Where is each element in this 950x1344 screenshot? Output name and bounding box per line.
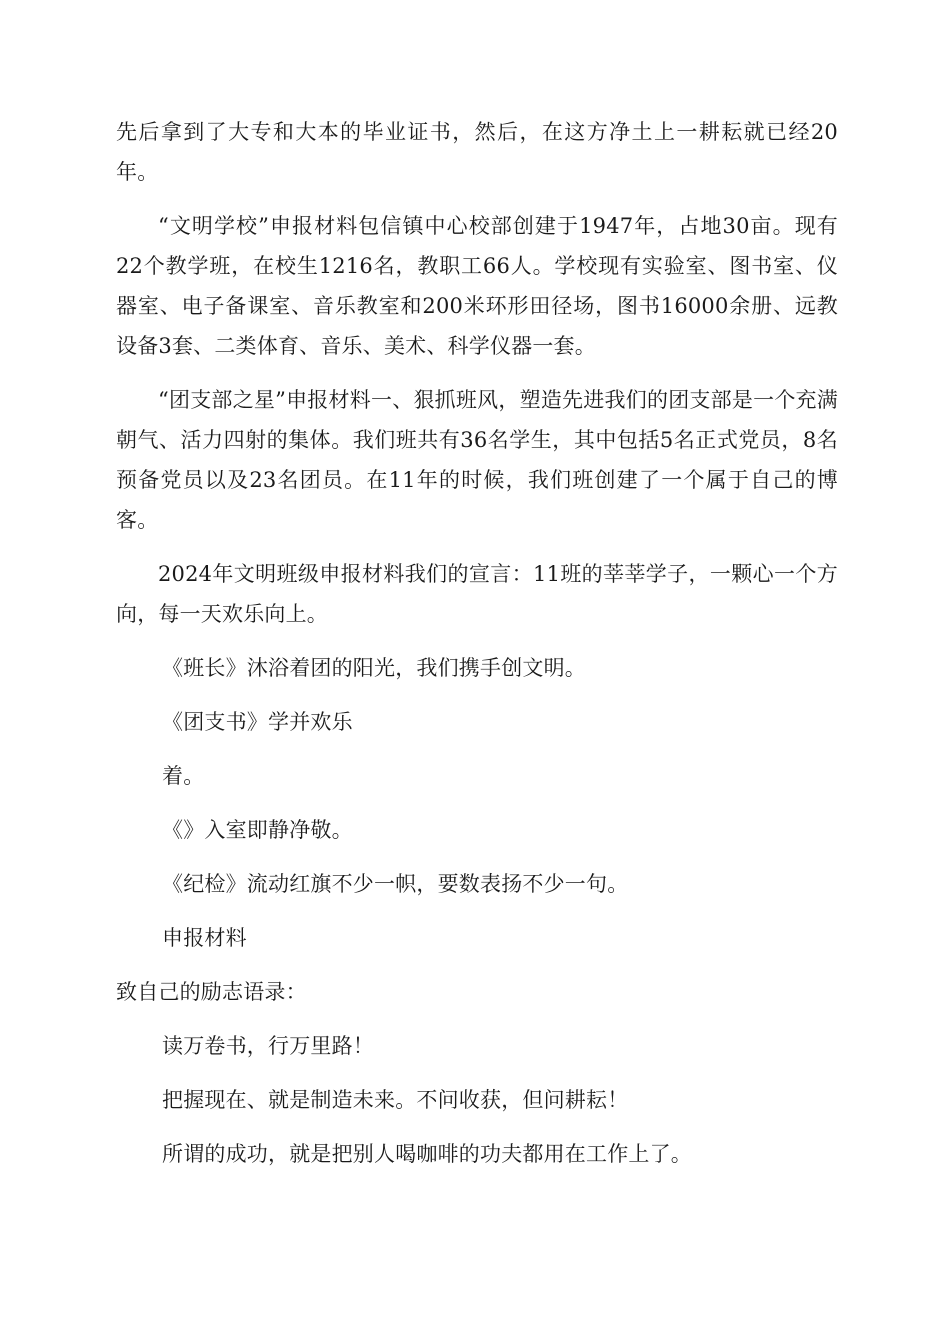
document-body bbox=[116, 112, 838, 1188]
paragraph-monitor: 《班长》沐浴着团的阳光，我们携手创文明。 bbox=[162, 656, 586, 680]
paragraph-motto-heading: 致自己的励志语录： bbox=[116, 980, 307, 1004]
paragraph-zhe: 着。 bbox=[162, 764, 205, 788]
paragraph-motto-1: 读万卷书，行万里路！ bbox=[162, 1034, 374, 1058]
paragraph-discipline: 《纪检》流动红旗不少一帜，要数表扬不少一句。 bbox=[162, 872, 629, 896]
paragraph-motto-3: 所谓的成功，就是把别人喝咖啡的功夫都用在工作上了。 bbox=[162, 1142, 692, 1166]
paragraph-quiet-room: 《》入室即静净敬。 bbox=[162, 818, 353, 842]
paragraph-league-branch-star: “团支部之星”申报材料一、狠抓班风，塑造先进我们的团支部是一个充满朝气、活力四射的集体。我们班共有36名学生，其中包括5名正式党员，8名预备党员以及23名团员。在11年的时候，我们班创建了一个属于自己的博客。 bbox=[116, 388, 838, 532]
paragraph-motto-2: 把握现在、就是制造未来。不问收获，但问耕耘！ bbox=[162, 1088, 629, 1112]
paragraph-civilized-class: 2024年文明班级申报材料我们的宣言：11班的莘莘学子，一颗心一个方向，每一天欢乐向上。 bbox=[116, 562, 838, 626]
paragraph-league-secretary: 《团支书》学并欢乐 bbox=[162, 710, 353, 734]
paragraph-application-material: 申报材料 bbox=[162, 926, 247, 950]
paragraph-civilized-school: “文明学校”申报材料包信镇中心校部创建于1947年，占地30亩。现有22个教学班，在校生1216名，教职工66人。学校现有实验室、图书室、仪器室、电子备课室、音乐教室和200米环形田径场，图书16000余册、远教设备3套、二类体育、音乐、美术、科学仪器一套。 bbox=[116, 214, 838, 358]
paragraph-1: 先后拿到了大专和大本的毕业证书，然后，在这方净土上一耕耘就已经20年。 bbox=[116, 120, 838, 184]
